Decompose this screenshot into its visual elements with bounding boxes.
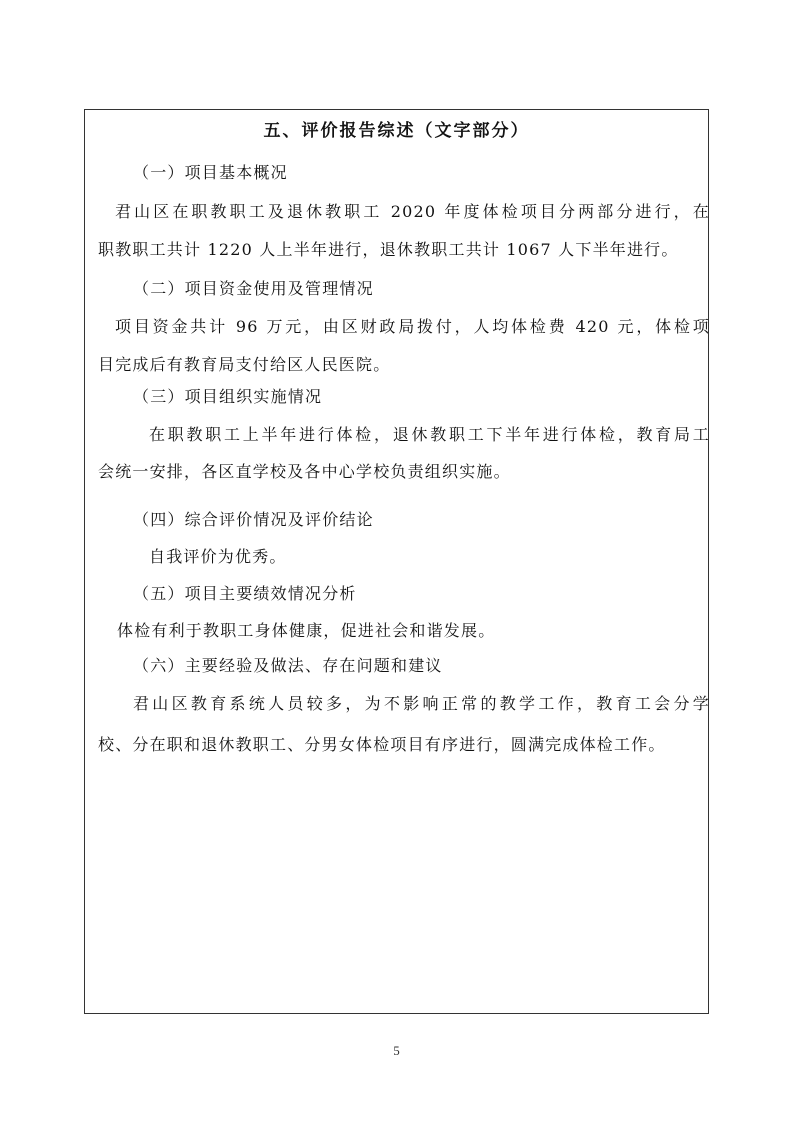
page-number: 5 bbox=[393, 1043, 400, 1058]
paragraph-line: 项目资金共计 96 万元，由区财政局拨付，人均体检费 420 元，体检项 bbox=[115, 317, 710, 336]
paragraph-line: 体检有利于教职工身体健康，促进社会和谐发展。 bbox=[117, 621, 496, 640]
paragraph-line: 职教职工共计 1220 人上半年进行，退休教职工共计 1067 人下半年进行。 bbox=[98, 240, 679, 259]
paragraph-line: 在职教职工上半年进行体检，退休教职工下半年进行体检，教育局工 bbox=[149, 425, 710, 444]
paragraph-line: 自我评价为优秀。 bbox=[149, 547, 287, 566]
heading-performance-analysis: （五）项目主要绩效情况分析 bbox=[133, 584, 357, 603]
paragraph-line: 君山区教育系统人员较多，为不影响正常的教学工作，教育工会分学 bbox=[133, 694, 710, 713]
heading-experience-suggestions: （六）主要经验及做法、存在问题和建议 bbox=[133, 656, 443, 675]
heading-implementation: （三）项目组织实施情况 bbox=[133, 387, 323, 406]
heading-project-overview: （一）项目基本概况 bbox=[133, 163, 288, 182]
heading-funding-management: （二）项目资金使用及管理情况 bbox=[133, 279, 374, 298]
paragraph-line: 会统一安排，各区直学校及各中心学校负责组织实施。 bbox=[98, 462, 511, 481]
paragraph-line: 校、分在职和退休教职工、分男女体检项目有序进行，圆满完成体检工作。 bbox=[98, 735, 666, 754]
paragraph-line: 君山区在职教职工及退休教职工 2020 年度体检项目分两部分进行，在 bbox=[115, 202, 710, 221]
paragraph-line: 目完成后有教育局支付给区人民医院。 bbox=[98, 355, 391, 374]
section-title: 五、评价报告综述（文字部分） bbox=[263, 121, 530, 141]
heading-evaluation-conclusion: （四）综合评价情况及评价结论 bbox=[133, 510, 374, 529]
